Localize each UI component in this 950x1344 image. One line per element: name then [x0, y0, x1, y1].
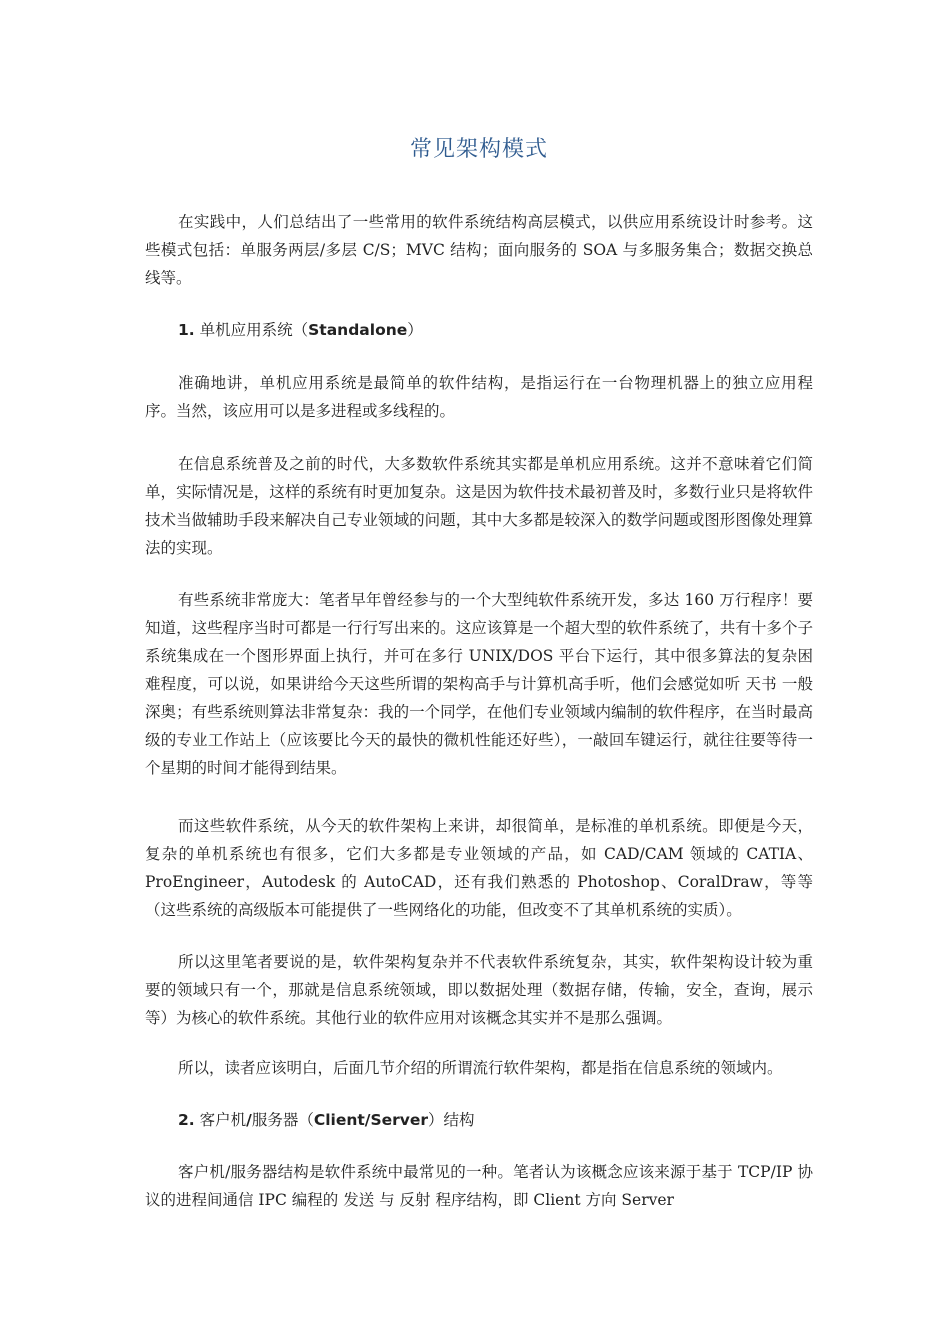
intro-paragraph: 在实践中，人们总结出了一些常用的软件系统结构高层模式，以供应用系统设计时参考。这些模式包括：单服务两层/多层 C/S；MVC 结构；面向服务的 SOA 与多服务集合；数据交换总线等。: [145, 213, 813, 287]
section-2-title-cn1: 客户机: [199, 1111, 247, 1129]
page-title: 常见架构模式: [409, 137, 548, 162]
s1-paragraph-6: 所以，读者应该明白，后面几节介绍的所谓流行软件架构，都是指在信息系统的领域内。: [178, 1059, 783, 1077]
section-2-title-end: ）结构: [428, 1111, 475, 1129]
s1-paragraph-2: 在信息系统普及之前的时代，大多数软件系统其实都是单机应用系统。这并不意味着它们简单，实际情况是，这样的系统有时更加复杂。这是因为软件技术最初普及时，多数行业只是将软件技术当做辅助手段来解决自己专业领域的问题，其中大多都是较深入的数学问题或图形图像处理算法的实现。: [145, 455, 813, 557]
s1-paragraph-4: 而这些软件系统，从今天的软件架构上来讲，却很简单，是标准的单机系统。即便是今天，复杂的单机系统也有很多，它们大多都是专业领域的产品，如 CAD/CAM 领域的 CATIA、ProEngineer，Autodesk 的 AutoCAD，还有我们熟悉的 Photoshop、CoralDraw，等等（这些系统的高级版本可能提供了一些网络化的功能，但改变不了其单机系统的实质）。: [145, 817, 813, 919]
s1-paragraph-1: 准确地讲，单机应用系统是最简单的软件结构，是指运行在一台物理机器上的独立应用程序。当然，该应用可以是多进程或多线程的。: [145, 374, 813, 420]
section-2-title-en: Client/Server: [313, 1111, 429, 1129]
section-1-title-en: Standalone: [308, 321, 408, 339]
section-1-title-cn: 单机应用系统（: [199, 321, 309, 339]
s1-paragraph-3: 有些系统非常庞大：笔者早年曾经参与的一个大型纯软件系统开发，多达 160 万行程序！要知道，这些程序当时可都是一行行写出来的。这应该算是一个超大型的软件系统了，共有十多个子系统集成在一个图形界面上执行，并可在多行 UNIX/DOS 平台下运行，其中很多算法的复杂困难程度，可以说，如果讲给今天这些所谓的架构高手与计算机高手听，他们会感觉如听 天书 一般深奥；有些系统则算法非常复杂：我的一个同学，在他们专业领域内编制的软件程序，在当时最高级的专业工作站上（应该要比今天的最快的微机性能还好些），一敲回车键运行，就往往要等待一个星期的时间才能得到结果。: [145, 591, 813, 777]
section-2-heading: [178, 1106, 475, 1134]
section-1-title-end: ）: [407, 321, 423, 339]
section-2-title-cn2: 服务器（: [251, 1111, 314, 1129]
s1-paragraph-5: 所以这里笔者要说的是，软件架构复杂并不代表软件系统复杂，其实，软件架构设计较为重要的领域只有一个，那就是信息系统领域，即以数据处理（数据存储，传输，安全，查询，展示等）为核心的软件系统。其他行业的软件应用对该概念其实并不是那么强调。: [145, 953, 813, 1027]
section-2-number: 2.: [178, 1111, 195, 1129]
section-1-heading: [178, 316, 423, 344]
section-1-number: 1.: [178, 321, 195, 339]
section-2-title-slash: /: [246, 1111, 252, 1129]
s2-paragraph-1: 客户机/服务器结构是软件系统中最常见的一种。笔者认为该概念应该来源于基于 TCP/IP 协议的进程间通信 IPC 编程的 发送 与 反射 程序结构，即 Client 方向 Server: [145, 1163, 813, 1209]
